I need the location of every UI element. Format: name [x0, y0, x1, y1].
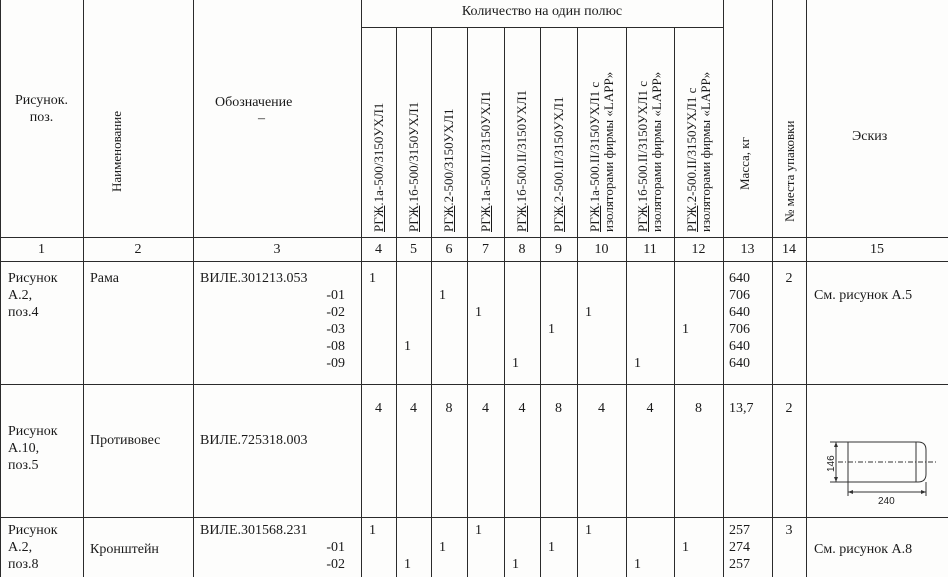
qty-cell: 1: [548, 540, 555, 555]
row1-figure: [8, 270, 58, 321]
row2-figure-line: Рисунок: [8, 424, 58, 439]
sketch-width-label: 240: [878, 496, 895, 507]
row3-figure-line: поз.8: [8, 557, 39, 572]
designation-line: -02: [326, 557, 345, 572]
column-number: 15: [870, 242, 884, 257]
row2-designation: ВИЛЕ.725318.003: [200, 433, 308, 448]
header-designation: Обозначение: [215, 95, 293, 110]
mass-cell: 274: [729, 540, 750, 555]
qty-cell: 1: [682, 322, 689, 337]
row3-figure-line: Рисунок: [8, 523, 58, 538]
header-variant-suffix: .2-500/3150УХЛ1: [441, 108, 456, 206]
row2-name: Противовес: [90, 433, 161, 448]
header-variant-prefix: РГЖ: [441, 205, 456, 232]
designation-line: -01: [326, 288, 345, 303]
col-divider: [540, 27, 541, 577]
qty-cell: 1: [369, 523, 376, 538]
mass-cell: 640: [729, 356, 750, 371]
col-divider: [577, 27, 578, 577]
header-variant-suffix: .1б-500.II/3150УХЛ1: [514, 89, 529, 206]
mass-cell: 257: [729, 523, 750, 538]
header-variant-suffix: .1а-500.II/3150УХЛ1: [477, 90, 493, 206]
col-divider: [626, 27, 627, 577]
header-variant-suffix: .1а-500/3150УХЛ1: [370, 102, 386, 206]
number-row-divider: [0, 261, 948, 262]
header-variant-col: [407, 102, 421, 232]
mass-cell: 257: [729, 557, 750, 572]
row2-figure: [8, 423, 58, 474]
row1-figure-line: Рисунок: [8, 271, 58, 286]
header-variant-line: [552, 97, 566, 232]
qty-cell: 8: [445, 401, 453, 416]
row1-sketch-ref: См. рисунок А.5: [814, 288, 913, 303]
row2-figure-line: А.10,: [8, 441, 40, 456]
header-variant-col: [685, 72, 713, 232]
header-variant-line: [407, 102, 421, 232]
qty-cell: 1: [475, 523, 482, 538]
mass-cell: 640: [729, 339, 750, 354]
col-divider: [396, 27, 397, 577]
row3-sketch-ref: См. рисунок А.8: [814, 542, 913, 557]
qty-cell: 4: [518, 401, 526, 416]
qty-cell: 1: [634, 356, 641, 371]
row2-pack: 2: [785, 401, 793, 416]
row3-figure-line: А.2,: [8, 540, 33, 555]
qty-cell: 1: [548, 322, 555, 337]
qty-cell: 4: [646, 401, 654, 416]
qty-cell: 1: [439, 288, 446, 303]
header-designation-mark: –: [258, 111, 265, 126]
qty-cell: 1: [439, 540, 446, 555]
header-pack: № места упаковки: [782, 120, 797, 222]
header-variant-prefix: РГЖ: [477, 205, 493, 232]
qty-cell: 1: [475, 305, 482, 320]
column-number: 11: [643, 242, 657, 257]
header-variant-line2: изоляторами фирмы «LAPP»: [600, 71, 616, 232]
header-variant-suffix: .2-500.II/3150УХЛ1: [550, 96, 566, 206]
header-variant-line: [636, 72, 650, 232]
column-number: 12: [691, 242, 706, 257]
table-border-left: [0, 0, 1, 577]
mass-cell: 640: [729, 271, 750, 286]
qty-cell: 1: [512, 557, 519, 572]
header-variant-col: [515, 90, 529, 232]
qty-cell: 1: [404, 339, 411, 354]
header-variant-prefix: РГЖ: [514, 205, 529, 232]
designation-line: ВИЛЕ.301568.231: [200, 523, 308, 538]
qty-cell: 1: [512, 356, 519, 371]
header-variant-line: [479, 91, 493, 232]
header-variant-line: [685, 72, 699, 232]
qty-cell: 1: [585, 523, 592, 538]
header-variant-suffix: .2-500.II/3150УХЛ1 с: [683, 87, 699, 206]
column-number: 13: [740, 242, 755, 257]
column-number: 10: [594, 242, 609, 257]
designation-line: ВИЛЕ.301213.053: [200, 271, 308, 286]
col-divider: [467, 27, 468, 577]
qty-cell: 1: [404, 557, 411, 572]
mass-cell: 640: [729, 305, 750, 320]
header-variant-prefix: РГЖ: [683, 205, 699, 232]
row3-pack: 3: [785, 523, 793, 538]
column-number: 4: [375, 242, 382, 257]
row1-name: Рама: [90, 271, 119, 286]
qty-cell: 4: [482, 401, 489, 416]
row-divider: [0, 384, 948, 385]
column-number: 3: [273, 242, 281, 257]
header-variant-line: [588, 72, 602, 232]
column-number: 5: [410, 242, 417, 257]
header-variant-line2: изоляторами фирмы «LAPP»: [697, 71, 713, 232]
header-figure-pos: Рисунок. поз.: [14, 93, 69, 125]
header-variant-prefix: РГЖ: [550, 205, 566, 232]
header-variant-col: [552, 97, 566, 232]
qty-cell: 4: [598, 401, 605, 416]
qty-cell: 1: [585, 305, 592, 320]
header-qty-group: Количество на один полюс: [461, 4, 623, 19]
mass-cell: 706: [729, 322, 750, 337]
header-variant-prefix: РГЖ: [635, 205, 650, 232]
row-divider: [0, 517, 948, 518]
header-variant-col: [372, 103, 386, 232]
col-divider: [361, 0, 362, 577]
designation-line: -08: [326, 339, 345, 354]
column-number: 6: [445, 242, 453, 257]
column-number: 1: [38, 242, 45, 257]
mass-cell: 706: [729, 288, 750, 303]
row3-figure: [8, 522, 58, 573]
column-number: 9: [555, 242, 562, 257]
header-variant-col: [442, 108, 456, 232]
qty-cell: 4: [410, 401, 417, 416]
designation-line: -09: [326, 356, 345, 371]
header-variant-col: [479, 91, 493, 232]
designation-line: -01: [326, 540, 345, 555]
header-variant-line: [442, 108, 456, 232]
header-variant-suffix: .1а-500.II/3150УХЛ1 с: [586, 81, 602, 206]
header-variant-col: [588, 72, 616, 232]
row1-figure-line: А.2,: [8, 288, 33, 303]
col-divider: [504, 27, 505, 577]
row2-figure-line: поз.5: [8, 458, 39, 473]
col-divider: [83, 0, 84, 577]
header-variant-prefix: РГЖ: [586, 205, 602, 232]
column-number: 14: [782, 242, 796, 257]
row3-name: Кронштейн: [90, 542, 159, 557]
column-number: 2: [134, 242, 142, 257]
header-variant-prefix: РГЖ: [370, 205, 386, 232]
row1-pack: 2: [785, 271, 793, 286]
header-name: Наименование: [109, 111, 124, 192]
designation-line: -02: [326, 305, 345, 320]
sketch-height-label: 146: [826, 455, 837, 472]
qty-cell: 4: [375, 401, 382, 416]
column-number: 8: [518, 242, 526, 257]
col-divider: [674, 27, 675, 577]
header-divider: [0, 237, 948, 238]
col-divider: [806, 0, 807, 577]
qty-cell: 1: [682, 540, 689, 555]
header-variant-suffix: .1б-500.II/3150УХЛ1 с: [635, 80, 650, 206]
header-variant-suffix: .1б-500/3150УХЛ1: [405, 101, 421, 206]
col-divider: [431, 27, 432, 577]
header-sketch: Эскиз: [852, 129, 888, 144]
qty-group-divider: [361, 27, 723, 28]
col-divider: [723, 0, 724, 577]
qty-cell: 8: [555, 401, 562, 416]
col-divider: [772, 0, 773, 577]
column-number: 7: [482, 242, 489, 257]
header-variant-col: [636, 72, 664, 232]
qty-cell: 1: [634, 557, 641, 572]
header-variant-line: [515, 90, 529, 232]
header-variant-line2: изоляторами фирмы «LAPP»: [649, 71, 664, 232]
header-mass: Масса, кг: [737, 137, 752, 190]
row1-figure-line: поз.4: [8, 305, 39, 320]
qty-cell: 1: [369, 271, 376, 286]
header-variant-prefix: РГЖ: [405, 205, 421, 232]
header-variant-line: [372, 103, 386, 232]
col-divider: [193, 0, 194, 577]
qty-cell: 8: [695, 401, 702, 416]
counterweight-sketch: [826, 432, 942, 508]
row2-mass: 13,7: [729, 401, 754, 416]
designation-line: -03: [326, 322, 345, 337]
